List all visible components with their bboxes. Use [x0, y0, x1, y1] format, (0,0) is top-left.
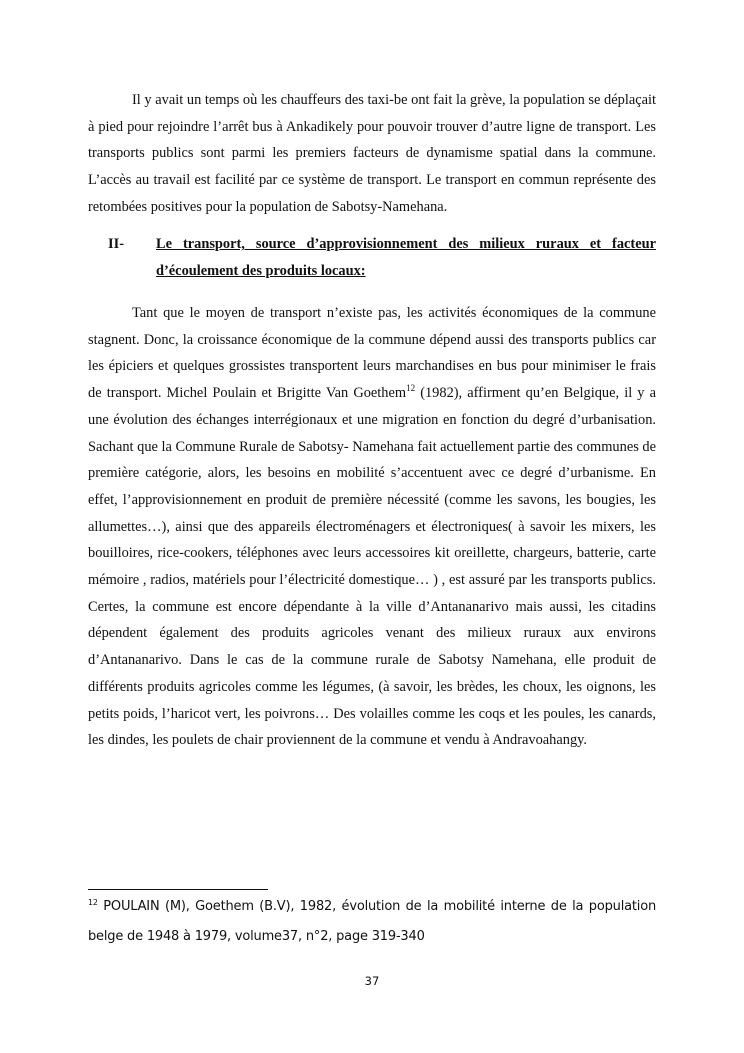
paragraph-2-text-start: Tant que le moyen de transport n’existe pas, les activités économiques de la commune stagnent. Donc, la croissance économique de la commune dépend aussi des transports publics car les épiciers et quelques grossistes transportent leurs marchandises en bus pour minimiser le frais de transport. Michel Poulain et Brigitte Van Goethem	[88, 305, 656, 402]
body-paragraph-1: Il y avait un temps où les chauffeurs des taxi-be ont fait la grève, la population se déplaçait à pied pour rejoindre l’arrêt bus à Ankadikely pour pouvoir trouver d’autre ligne de transport. Les transports publics sont parmi les premiers facteurs de dynamisme spatial dans la commune. L’accès au travail est facilité par ce système de transport. Le transport en commun représente des retombées positives pour la population de Sabotsy-Namehana.	[88, 92, 656, 215]
footnote	[88, 892, 656, 952]
footnote-text: POULAIN (M), Goethem (B.V), 1982, évolution de la mobilité interne de la population belge de 1948 à 1979, volume37, n°2, page 319-340	[88, 899, 656, 944]
paragraph-2-text-end: (1982), affirment qu’en Belgique, il y a une évolution des échanges interrégionaux et une migration en fonction du degré d’urbanisation. Sachant que la Commune Rurale de Sabotsy- Namehana fait actuellement partie des communes de première catégorie, alors, les besoins en mobilité s’accentuent avec ce degré d’urbanisme. En effet, l’approvisionnement en produit de première nécessité (comme les savons, les bougies, les allumettes…), ainsi que des appareils électroménagers et électroniques( à savoir les mixers, les bouilloires, rice-cookers, téléphones avec leurs accessoires kit oreillette, chargeurs, batterie, carte mémoire , radios, matériels pour l’électricité domestique… ) , est assuré par les transports publics. Certes, la commune est encore dépendante à la ville d’Antananarivo mais aussi, les citadins dépendent également des produits agricoles venant des milieux ruraux aux environs d’Antananarivo. Dans le cas de la commune rurale de Sabotsy Namehana, elle produit de différents produits agricoles comme les légumes, (à savoir, les brèdes, les choux, les oignons, les petits poids, l’haricot vert, les poivrons… Des volailles comme les coqs et les poules, les canards, les dindes, les poulets de chair proviennent de la commune et vendu à Andravoahangy.	[88, 385, 656, 749]
page-number: 37	[364, 974, 380, 988]
footnote-reference[interactable]: 12	[406, 383, 416, 394]
body-paragraph-2	[88, 300, 656, 754]
section-number: II-	[108, 236, 124, 252]
section-title: Le transport, source d’approvisionnement des milieux ruraux et facteur d’écoulement des produits locaux:	[156, 236, 656, 279]
footnote-separator	[88, 889, 268, 890]
footnote-number: 12	[88, 898, 98, 907]
